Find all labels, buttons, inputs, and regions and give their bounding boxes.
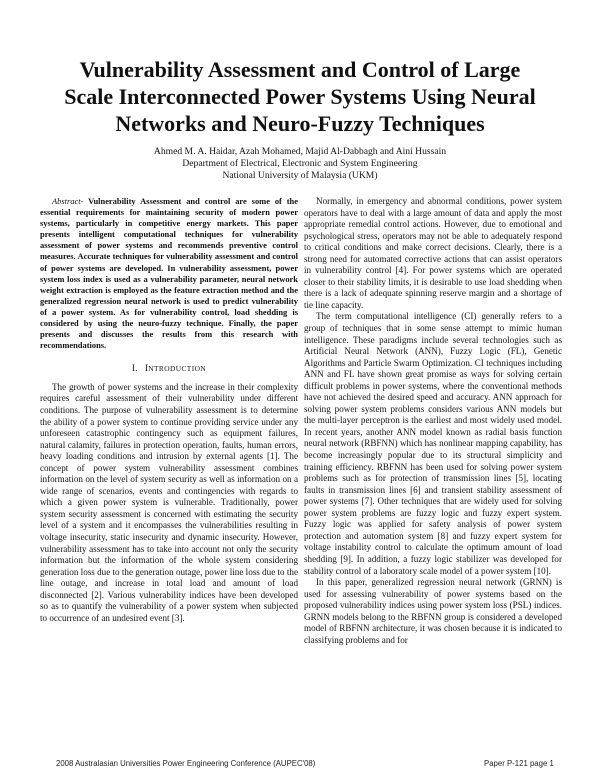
author-names: Ahmed M. A. Haidar, Azah Mohamed, Majid Al-Dabbagh and Aini Hussain [153, 146, 447, 157]
left-column [40, 196, 298, 624]
abstract-text: Vulnerability Assessment and control are some of the essential requirements for maintaining security of modern power systems, particularly in competitive energy markets. This paper presents intelligent computational techniques for vulnerability assessment of power systems and recommends preventive control measures. Accurate techniques for vulnerability assessment and control of power systems are developed. In vulnerability assessment, power system loss index is used as a vulnerability parameter, neural network weight extraction is employed as the feature extraction method and the generalized regression neural network is used to predict vulnerability of a power system. As for vulnerability control, load shedding is considered by using the neuro-fuzzy technique. Finally, the paper presents and discusses the results from this research with recommendations. [40, 196, 298, 351]
body-paragraph: Normally, in emergency and abnormal conditions, power system operators have to deal with a large amount of data and apply the most appropriate remedial control actions. However, due to emotional and psychological stress, operators may not be able to adequately respond to critical conditions and make correct decisions. Clearly, there is a strong need for automated corrective actions that can assist operators in vulnerability control [4]. For power systems which are operated closer to their stability limits, it is desirable to use load shedding when there is a lack of adequate spinning reserve margin and a shortage of tie line capacity. [304, 196, 562, 310]
intro-paragraph: The growth of power systems and the increase in their complexity requires careful assessment of their vulnerability under different conditions. The purpose of vulnerability assessment is to determine the ability of a power system to continue providing service under any unforeseen catastrophic contingency such as equipment failures, natural calamity, failures in protection operation, faults, human errors, heavy loading conditions and intrusion by external agents [1]. The concept of power system vulnerability assessment combines information on the level of system security as well as information on a wide range of scenarios, events and contingencies with regards to which a given power system is vulnerable. Traditionally, power system security assessment is concerned with estimating the security level of a system and it encompasses the vulnerabilities resulting in voltage insecurity, static insecurity and dynamic insecurity. However, vulnerability assessment has to take into account not only the security information but the information of the whole system considering generation loss due to the generation outage, power line loss due to the line outage, and increase in total load and amount of load disconnected [2]. Various vulnerability indices have been developed so as to quantify the vulnerability of a power system when subjected to occurrence of an undesired event [3]. [40, 381, 298, 623]
body-paragraph: In this paper, generalized regression neural network (GRNN) is used for assessing vulnerability of power systems based on the proposed vulnerability indices using power system loss (PSL) indices. GRNN models belong to the RBFNN group is considered a developed model of RBFNN architecture, it was chosen because it is indicated to classifying problems and for [304, 577, 562, 645]
title-line: Scale Interconnected Power Systems Using Neural [64, 84, 536, 109]
section-title-initial: I [145, 363, 149, 374]
section-number: I. [131, 363, 138, 374]
section-title-rest: NTRODUCTION [148, 364, 207, 374]
footer-page-number: Paper P-121 page 1 [484, 759, 554, 768]
title-line: Networks and Neuro-Fuzzy Techniques [115, 111, 485, 136]
paper-title [30, 56, 570, 137]
abstract-label: Abstract- [52, 196, 84, 206]
author-block [80, 146, 520, 182]
title-line: Vulnerability Assessment and Control of Large [79, 57, 521, 82]
author-university: National University of Malaysia (UKM) [222, 170, 378, 181]
right-column [304, 196, 562, 646]
body-paragraph: The term computational intelligence (CI) generally refers to a group of techniques that in some sense attempt to mimic human intelligence. These paradigms include several technologies such as Artificial Neural Network (ANN), Fuzzy Logic (FL), Genetic Algorithms and Particle Swarm Optimization. CI techniques including ANN and FL have shown great promise as ways for solving certain difficult problems in power systems, where the conventional methods have not achieved the desired speed and accuracy. ANN approach for solving power system problems considers various ANN models but the multi-layer perceptron is the earliest and most widely used model. In recent years, another ANN model known as radial basis function neural network (RBFNN) which has nonlinear mapping capability, has become increasingly popular due to its structural simplicity and training efficiency. RBFNN has been used for solving power system problems such as for protection of transmission lines [5], locating faults in transmission lines [6] and transient stability assessment of power systems [7]. Other techniques that are widely used for solving power system problems are fuzzy logic and fuzzy expert system. Fuzzy logic was applied for safety analysis of power system protection and automation system [8] and fuzzy expert system for voltage instability control to calculate the optimum amount of load shedding [9]. In addition, a fuzzy logic stabilizer was developed for stability control of a laboratory scale model of a power system [10]. [304, 311, 562, 576]
author-department: Department of Electrical, Electronic and System Engineering [182, 158, 418, 169]
abstract [40, 196, 298, 351]
footer-conference: 2008 Australasian Universities Power Engineering Conference (AUPEC'08) [56, 759, 316, 768]
section-heading-introduction [40, 363, 298, 375]
